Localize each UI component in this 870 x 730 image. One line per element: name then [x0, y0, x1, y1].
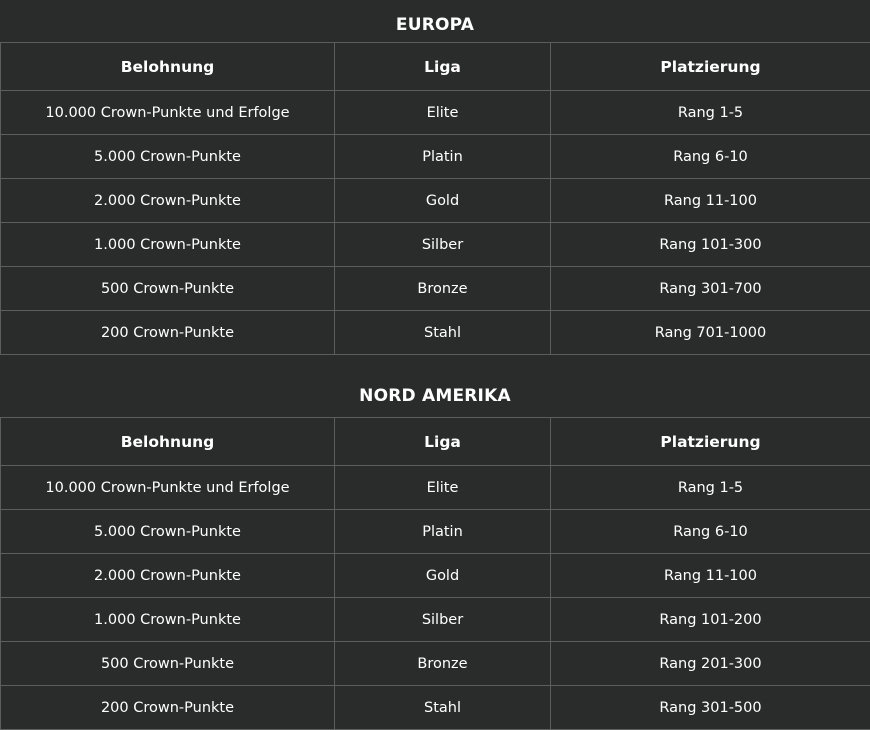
reward-cell: 10.000 Crown-Punkte und Erfolge [1, 466, 335, 510]
league-cell: Bronze [335, 267, 551, 311]
reward-cell: 500 Crown-Punkte [1, 642, 335, 686]
europe-section [0, 0, 870, 355]
placement-cell: Rang 1-5 [551, 466, 870, 510]
table-row [1, 91, 870, 135]
table-row [1, 179, 870, 223]
reward-cell: 2.000 Crown-Punkte [1, 179, 335, 223]
table-row [1, 554, 870, 598]
placement-cell: Rang 11-100 [551, 554, 870, 598]
reward-cell: 200 Crown-Punkte [1, 311, 335, 355]
placement-cell: Rang 101-200 [551, 598, 870, 642]
placement-cell: Rang 101-300 [551, 223, 870, 267]
placement-cell: Rang 201-300 [551, 642, 870, 686]
league-cell: Stahl [335, 311, 551, 355]
reward-cell: 5.000 Crown-Punkte [1, 510, 335, 554]
reward-cell: 200 Crown-Punkte [1, 686, 335, 730]
header-placement: Platzierung [551, 43, 870, 91]
europe-rewards-table [0, 42, 870, 355]
league-cell: Elite [335, 91, 551, 135]
placement-cell: Rang 1-5 [551, 91, 870, 135]
league-cell: Silber [335, 223, 551, 267]
north-america-title: NORD AMERIKA [0, 377, 870, 417]
header-placement: Platzierung [551, 418, 870, 466]
league-cell: Stahl [335, 686, 551, 730]
reward-cell: 5.000 Crown-Punkte [1, 135, 335, 179]
reward-cell: 500 Crown-Punkte [1, 267, 335, 311]
reward-cell: 10.000 Crown-Punkte und Erfolge [1, 91, 335, 135]
reward-cell: 1.000 Crown-Punkte [1, 598, 335, 642]
table-row [1, 510, 870, 554]
league-cell: Gold [335, 179, 551, 223]
table-row [1, 466, 870, 510]
table-row [1, 267, 870, 311]
league-cell: Elite [335, 466, 551, 510]
placement-cell: Rang 301-500 [551, 686, 870, 730]
placement-cell: Rang 301-700 [551, 267, 870, 311]
table-row [1, 223, 870, 267]
placement-cell: Rang 6-10 [551, 510, 870, 554]
league-cell: Gold [335, 554, 551, 598]
league-cell: Bronze [335, 642, 551, 686]
header-reward: Belohnung [1, 418, 335, 466]
table-header-row [1, 43, 870, 91]
reward-cell: 1.000 Crown-Punkte [1, 223, 335, 267]
table-row [1, 686, 870, 730]
header-reward: Belohnung [1, 43, 335, 91]
north-america-section [0, 377, 870, 730]
north-america-rewards-table [0, 417, 870, 730]
table-row [1, 135, 870, 179]
europe-title: EUROPA [0, 0, 870, 42]
league-cell: Platin [335, 510, 551, 554]
placement-cell: Rang 701-1000 [551, 311, 870, 355]
table-row [1, 598, 870, 642]
reward-cell: 2.000 Crown-Punkte [1, 554, 335, 598]
league-cell: Platin [335, 135, 551, 179]
table-header-row [1, 418, 870, 466]
placement-cell: Rang 11-100 [551, 179, 870, 223]
header-league: Liga [335, 418, 551, 466]
placement-cell: Rang 6-10 [551, 135, 870, 179]
header-league: Liga [335, 43, 551, 91]
league-cell: Silber [335, 598, 551, 642]
table-row [1, 642, 870, 686]
table-row [1, 311, 870, 355]
